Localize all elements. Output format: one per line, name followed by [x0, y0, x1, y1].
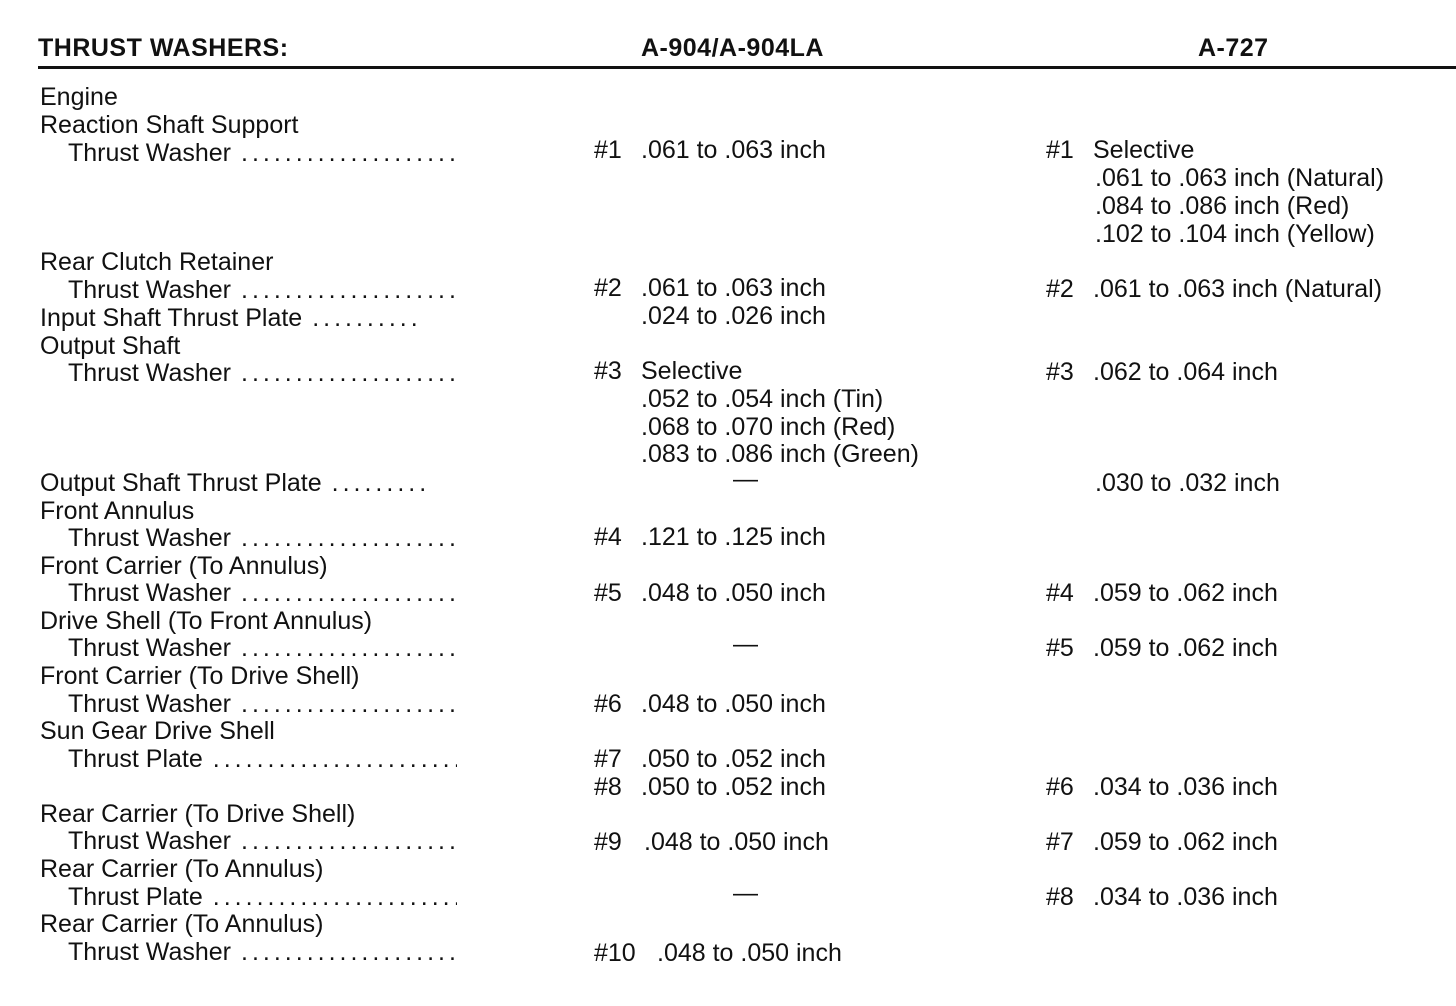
spec-value: .059 to .062 inch [1093, 579, 1278, 607]
row-sublabel: Thrust Washer..... [68, 277, 459, 304]
washer-number: #7 [594, 745, 622, 773]
row-sublabel: Thrust Plate..... [68, 884, 457, 911]
spec-value: .034 to .036 inch [1093, 883, 1278, 911]
spec-value: .059 to .062 inch [1093, 828, 1278, 856]
spec-value: Selective [1093, 136, 1195, 164]
spec-option: .083 to .086 inch (Green) [641, 440, 919, 468]
spec-value: .121 to .125 inch [641, 523, 826, 551]
row-label: Front Carrier (To Drive Shell) [40, 662, 360, 690]
row-sublabel: Thrust Washer..... [68, 828, 459, 855]
spec-option: .061 to .063 inch (Natural) [1095, 164, 1385, 192]
washer-number: #5 [1046, 634, 1074, 662]
leader-dots [312, 305, 416, 332]
washer-number: #3 [1046, 358, 1074, 386]
leader-dots [241, 939, 459, 966]
washer-number: #10 [594, 939, 636, 967]
washer-number: #2 [1046, 275, 1074, 303]
not-applicable-dash: — [733, 465, 758, 493]
leader-dots [241, 691, 459, 718]
column-header-a727: A-727 [1198, 34, 1269, 62]
row-label: Rear Carrier (To Drive Shell) [40, 800, 356, 828]
row-label: Rear Carrier (To Annulus) [40, 910, 324, 938]
spec-value: .061 to .063 inch [641, 274, 826, 302]
spec-option: .052 to .054 inch (Tin) [641, 385, 884, 413]
leader-dots [241, 140, 459, 167]
spec-option: .102 to .104 inch (Yellow) [1095, 220, 1375, 248]
washer-number: #8 [1046, 883, 1074, 911]
header-rule [38, 66, 1456, 69]
washer-number: #1 [594, 136, 622, 164]
spec-value: .059 to .062 inch [1093, 634, 1278, 662]
row-label: Sun Gear Drive Shell [40, 717, 275, 745]
row-label: Rear Carrier (To Annulus) [40, 855, 324, 883]
washer-number: #6 [594, 690, 622, 718]
row-label: Input Shaft Thrust Plate..... [40, 305, 416, 332]
row-label: Front Carrier (To Annulus) [40, 552, 328, 580]
row-label: Drive Shell (To Front Annulus) [40, 607, 373, 635]
spec-value: .062 to .064 inch [1093, 358, 1278, 386]
leader-dots [213, 884, 457, 911]
spec-value: .050 to .052 inch [641, 745, 826, 773]
washer-number: #3 [594, 357, 622, 385]
spec-value: .030 to .032 inch [1095, 469, 1280, 497]
spec-value: .061 to .063 inch [641, 136, 826, 164]
row-sublabel: Thrust Washer..... [68, 939, 459, 966]
not-applicable-dash: — [733, 879, 758, 907]
spec-value: .048 to .050 inch [641, 690, 826, 718]
leader-dots [213, 746, 457, 773]
leader-dots [332, 470, 424, 497]
row-label: Engine [40, 83, 118, 111]
leader-dots [241, 525, 459, 552]
leader-dots [241, 828, 459, 855]
row-sublabel: Thrust Washer..... [68, 140, 459, 167]
row-label: Output Shaft Thrust Plate..... [40, 470, 424, 497]
spec-value: .050 to .052 inch [641, 773, 826, 801]
row-label: Output Shaft [40, 332, 181, 360]
washer-number: #9 [594, 828, 622, 856]
spec-value: .048 to .050 inch [644, 828, 829, 856]
spec-value: Selective [641, 357, 743, 385]
spec-option: .068 to .070 inch (Red) [641, 413, 896, 441]
row-sublabel: Thrust Washer..... [68, 525, 459, 552]
spec-value: .048 to .050 inch [641, 579, 826, 607]
row-sublabel: Thrust Washer..... [68, 580, 459, 607]
row-sublabel: Thrust Washer..... [68, 360, 459, 387]
spec-value: .034 to .036 inch [1093, 773, 1278, 801]
row-label: Front Annulus [40, 497, 195, 525]
not-applicable-dash: — [733, 630, 758, 658]
row-label: Rear Clutch Retainer [40, 248, 274, 276]
leader-dots [241, 635, 459, 662]
washer-number: #5 [594, 579, 622, 607]
row-label: Reaction Shaft Support [40, 111, 299, 139]
washer-number: #4 [594, 523, 622, 551]
washer-number: #1 [1046, 136, 1074, 164]
washer-number: #2 [594, 274, 622, 302]
table-title: THRUST WASHERS: [38, 34, 289, 62]
spec-value: .024 to .026 inch [641, 302, 826, 330]
row-sublabel: Thrust Washer..... [68, 635, 459, 662]
leader-dots [241, 360, 459, 387]
column-header-a904: A-904/A-904LA [641, 34, 824, 62]
leader-dots [241, 277, 459, 304]
row-sublabel: Thrust Washer..... [68, 691, 459, 718]
washer-number: #6 [1046, 773, 1074, 801]
spec-value: .048 to .050 inch [657, 939, 842, 967]
spec-option: .084 to .086 inch (Red) [1095, 192, 1350, 220]
leader-dots [241, 580, 459, 607]
row-sublabel: Thrust Plate..... [68, 746, 457, 773]
washer-number: #8 [594, 773, 622, 801]
spec-value: .061 to .063 inch (Natural) [1093, 275, 1383, 303]
washer-number: #7 [1046, 828, 1074, 856]
washer-number: #4 [1046, 579, 1074, 607]
